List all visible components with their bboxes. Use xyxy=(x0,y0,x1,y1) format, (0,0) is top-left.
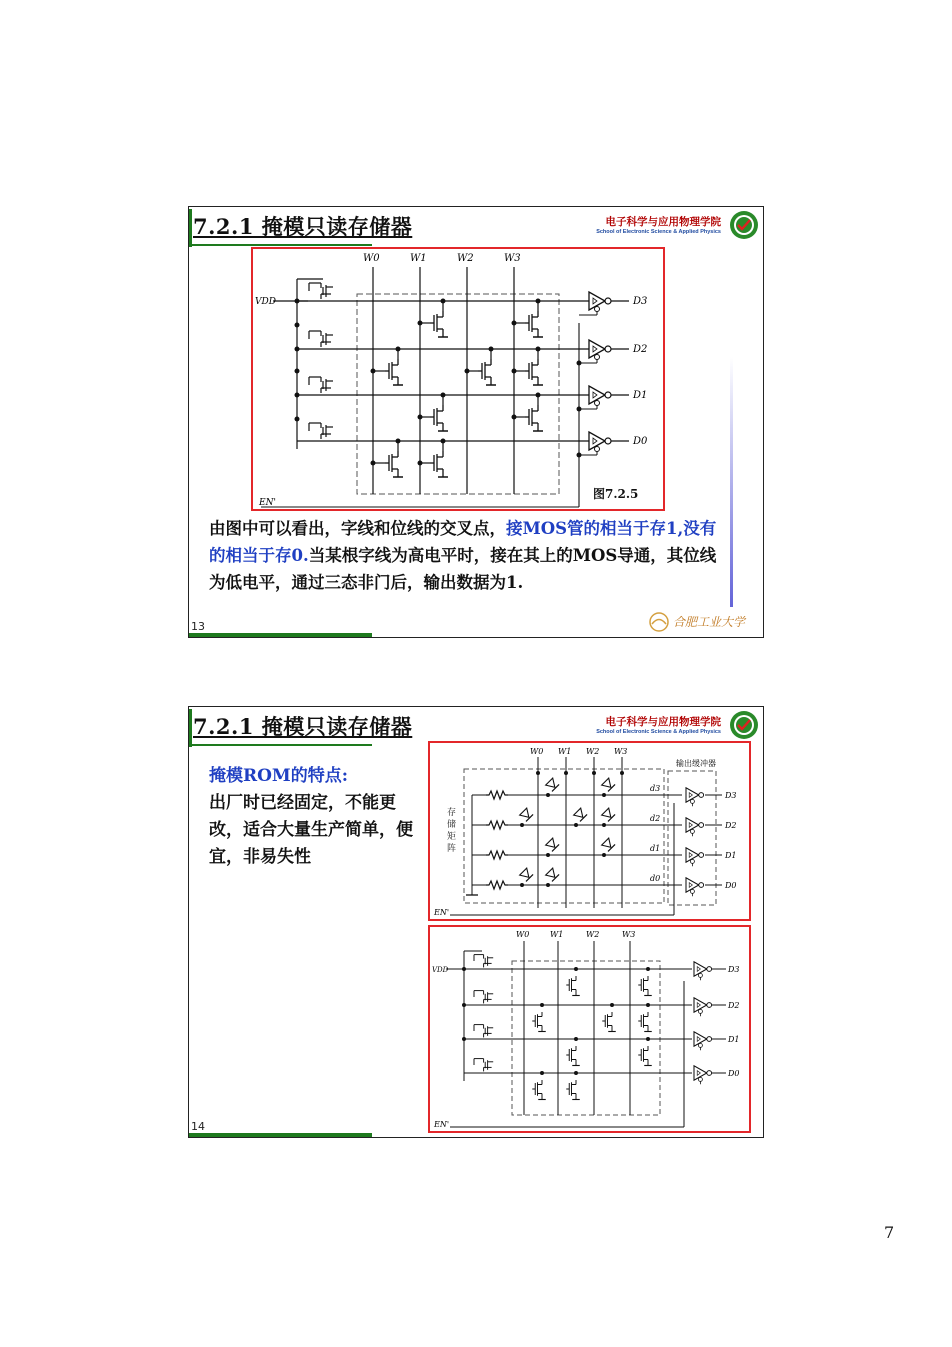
features-title: 掩模ROM的特点: xyxy=(209,766,349,786)
features-body: 出厂时已经固定，不能更改，适合大量生产简单，便宜，非易失性 xyxy=(209,793,413,867)
school-header xyxy=(596,714,721,735)
diode-label-d0-bit: d0 xyxy=(650,874,661,883)
label-vdd: VDD xyxy=(255,297,276,307)
diode-rom-frame xyxy=(428,741,751,921)
diode-label-w3: W3 xyxy=(614,747,628,756)
university-logo-icon xyxy=(647,610,759,634)
diode-label-w1: W1 xyxy=(558,747,572,756)
mos-label-w1: W1 xyxy=(550,930,564,939)
university-name: 合肥工业大学 xyxy=(673,615,746,629)
mos-label-d0: D0 xyxy=(728,1069,740,1078)
mos-label-d1: D1 xyxy=(728,1035,740,1044)
mos-label-w0: W0 xyxy=(516,930,530,939)
diode-label-out-d2: D2 xyxy=(725,821,737,830)
mos-label-w2: W2 xyxy=(586,930,600,939)
label-d2: D2 xyxy=(633,344,648,355)
figure-label: 图7.2.5 xyxy=(593,487,639,501)
bottom-accent-bar xyxy=(189,633,372,637)
bottom-accent-bar xyxy=(189,1133,372,1137)
title-rule xyxy=(192,744,372,746)
label-d0: D0 xyxy=(633,436,648,447)
diode-label-out-d1: D1 xyxy=(725,851,737,860)
mos-label-d3: D3 xyxy=(728,965,740,974)
diode-label-d1-bit: d1 xyxy=(650,844,661,853)
school-header xyxy=(596,214,721,235)
slide-13 xyxy=(188,206,764,638)
diode-label-out-d3: D3 xyxy=(725,791,737,800)
mos-label-w3: W3 xyxy=(622,930,636,939)
slide-body-text xyxy=(209,515,731,596)
school-logo-icon xyxy=(729,210,759,240)
slide-title: 7.2.1 掩模只读存储器 xyxy=(193,714,413,739)
diode-label-d3-bit: d3 xyxy=(650,784,661,793)
label-w2: W2 xyxy=(457,253,474,264)
mos-label-d2: D2 xyxy=(728,1001,740,1010)
mos-rom-circuit-small xyxy=(430,927,749,1131)
title-rule xyxy=(192,244,372,246)
label-w1: W1 xyxy=(410,253,427,264)
body-part-1: 由图中可以看出，字线和位线的交叉点， xyxy=(209,519,506,538)
school-name-cn: 电子科学与应用物理学院 xyxy=(605,216,721,228)
diode-rom-circuit xyxy=(430,743,749,919)
body-part-3: 当某根字线为高电平时，接在其上的MOS导通，其位线为低电平，通过三态非门后，输出数据为1. xyxy=(209,546,717,592)
circuit-figure-frame xyxy=(251,247,665,511)
school-name-cn: 电子科学与应用物理学院 xyxy=(605,716,721,728)
school-name-en: School of Electronic Science & Applied Physics xyxy=(596,229,721,235)
school-name-en: School of Electronic Science & Applied Physics xyxy=(596,729,721,735)
diode-label-en: EN' xyxy=(434,908,450,917)
diode-label-w2: W2 xyxy=(586,747,600,756)
body-part-2-highlight: 接MOS管的相当于存1,没有的相当于存0. xyxy=(209,519,717,565)
diode-label-d2-bit: d2 xyxy=(650,814,661,823)
slide-title: 7.2.1 掩模只读存储器 xyxy=(193,214,413,239)
label-d1: D1 xyxy=(633,390,648,401)
matrix-label: 存储矩阵 xyxy=(447,808,457,854)
label-w0: W0 xyxy=(363,253,380,264)
mos-label-vdd: VDD xyxy=(432,966,449,974)
label-en: EN' xyxy=(259,498,276,508)
diode-label-out-d0: D0 xyxy=(725,881,737,890)
page-number: 7 xyxy=(884,1223,895,1242)
mos-label-en: EN' xyxy=(434,1120,450,1129)
mos-rom-frame xyxy=(428,925,751,1133)
buffer-label: 输出缓冲器 xyxy=(676,759,716,768)
slide-number: 13 xyxy=(191,620,205,633)
features-block xyxy=(209,763,414,871)
label-d3: D3 xyxy=(633,296,648,307)
slide-number: 14 xyxy=(191,1120,205,1133)
title-accent-bar xyxy=(189,209,192,247)
label-w3: W3 xyxy=(504,253,521,264)
slide-14 xyxy=(188,706,764,1138)
diode-label-w0: W0 xyxy=(530,747,544,756)
school-logo-icon xyxy=(729,710,759,740)
title-accent-bar xyxy=(189,709,192,747)
mos-rom-circuit xyxy=(253,249,663,509)
